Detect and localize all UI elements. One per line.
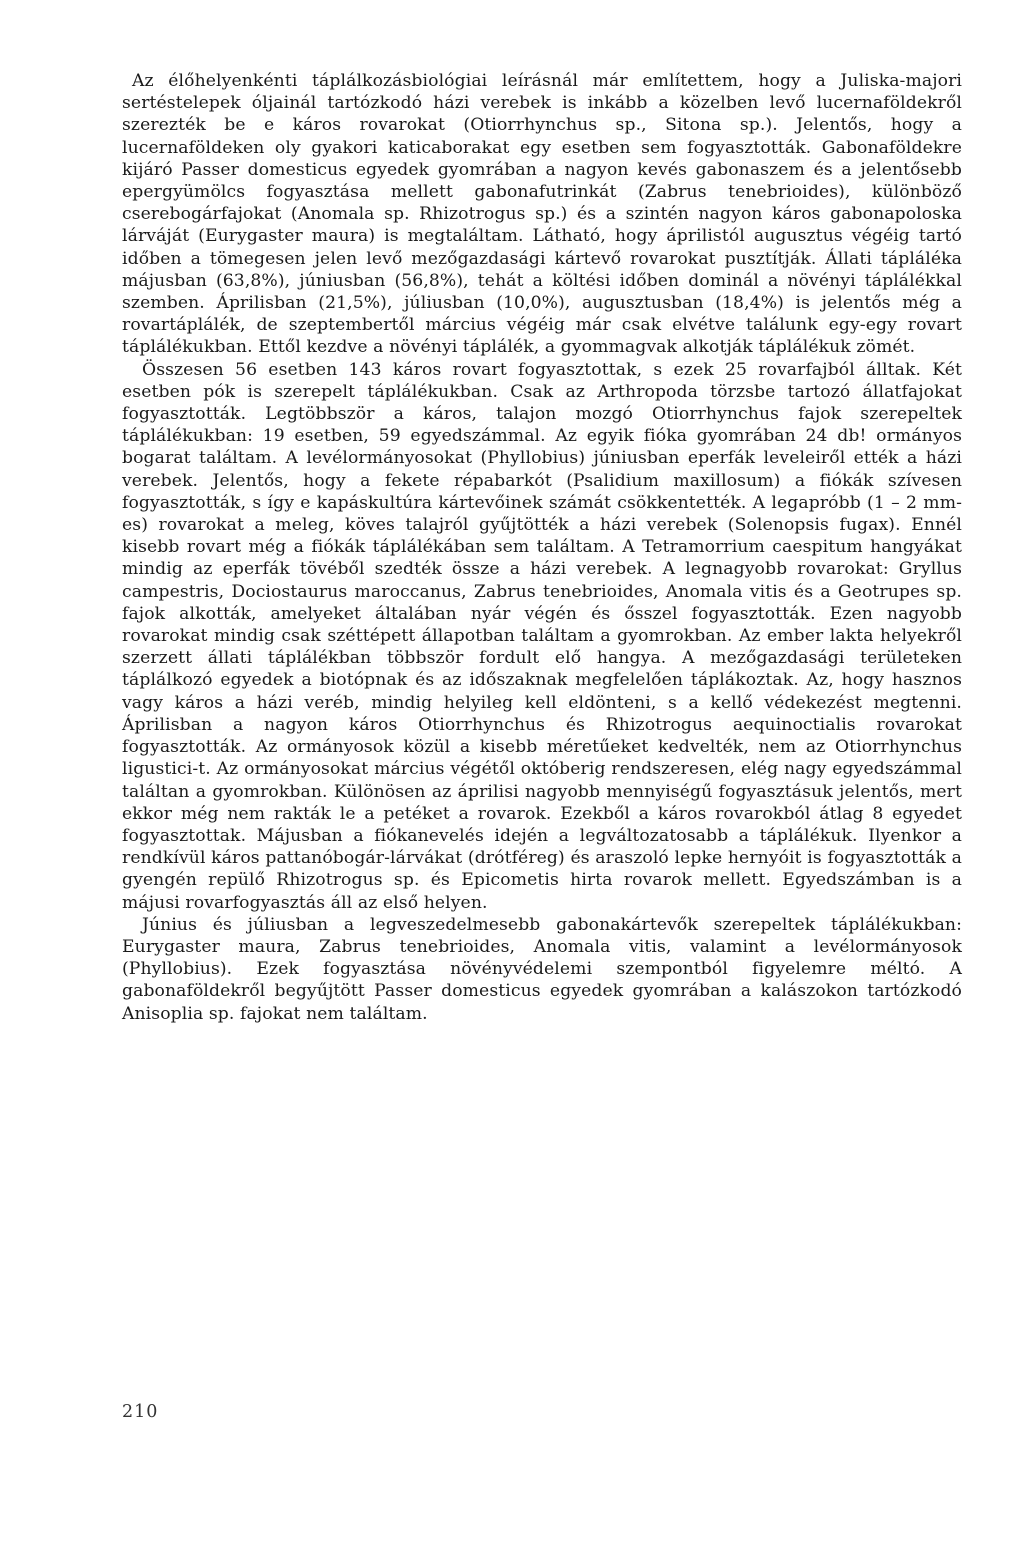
paragraph-2: Összesen 56 esetben 143 káros rovart fogyasztottak, s ezek 25 rovarfajból álltak. Két esetben pók is szerepelt táplálékukban. Csak az Arthropoda törzsbe tartozó állatfajokat fogyasztották. Legtöbbször a káros, talajon mozgó Otiorrhynchus fajok szerepeltek táplálékukban: 19 esetben, 59 egyedszámmal. Az egyik fióka gyomrában 24 db! ormányos bogarat találtam. A levélormányosokat (Phyllobius) júniusban eperfák leveleiről ették a házi verebek. Jelentős, hogy a fekete répabarkót (Psalidium maxillosum) a fiókák szívesen fogyasztották, s így e kapáskultúra kártevőinek számát csökkentették. A legapróbb (1 – 2 mm-es) rovarokat a meleg, köves talajról gyűjtötték a házi verebek (Solenopsis fugax). Ennél kisebb rovart még a fiókák táplálékában sem találtam. A Tetramorrium caespitum hangyákat mindig az eperfák tövéből szedték össze a házi verebek. A legnagyobb rovarokat: Gryllus campestris, Dociostaurus maroccanus, Zabrus tenebrioides, Anomala vitis és a Geotrupes sp. fajok alkották, amelyeket általában nyár végén és ősszel fogyasztották. Ezen nagyobb rovarokat mindig csak széttépett állapotban találtam a gyomrokban. Az ember lakta helyekről szerzett állati táplálékban többször fordult elő hangya. A mezőgazdasági területeken táplálkozó egyedek a biotópnak és az időszaknak megfelelően táplákoztak. Az, hogy hasznos vagy káros a házi veréb, mindig helyileg kell eldönteni, s a kellő védekezést megtenni. Áprilisban a nagyon káros Otiorrhynchus és Rhizotrogus aequinoctialis rovarokat fogyasztották. Az ormányosok közül a kisebb méretűeket kedvelték, nem az Otiorrhynchus ligustici-t. Az ormányosokat március végétől októberig rendszeresen, elég nagy egyedszámmal találtan a gyomrokban. Különösen az áprilisi nagyobb mennyiségű fogyasztásuk jelentős, mert ekkor még nem rakták le a petéket a rovarok. Ezekből a káros rovarokból átlag 8 egyedet fogyasztottak. Májusban a fiókanevelés idején a legváltozatosabb a táplálékuk. Ilyenkor a rendkívül káros pattanóbogár-lárvákat (drótféreg) és araszoló lepke hernyóit is fogyasztották a gyengén repülő Rhizotrogus sp. és Epicometis hirta rovarok mellett. Egyedszámban is a májusi rovarfogyasztás áll az első helyen. <box>122 359 962 913</box>
page-body <box>122 70 962 1025</box>
page-number: 210 <box>122 1402 159 1422</box>
paragraph-3: Június és júliusban a legveszedelmesebb gabonakártevők szerepeltek táplálékukban: Eurygaster maura, Zabrus tenebrioides, Anomala vitis, valamint a levélormányosok (Phyllobius). Ezek fogyasztása növényvédelemi szempontból figyelemre méltó. A gabonaföldekről begyűjtött Passer domesticus egyedek gyomrában a kalászokon tartózkodó Anisoplia sp. fajokat nem találtam. <box>122 914 962 1024</box>
paragraph-1: Az élőhelyenkénti táplálkozásbiológiai leírásnál már említettem, hogy a Juliska-majori sertéstelepek óljainál tartózkodó házi verebek is inkább a közelben levő lucernaföldekről szerezték be e káros rovarokat (Otiorrhynchus sp., Sitona sp.). Jelentős, hogy a lucernaföldeken oly gyakori katicaborakat egy esetben sem fogyasztották. Gabonaföldekre kijáró Passer domesticus egyedek gyomrában a nagyon kevés gabonaszem és a jelentősebb epergyümölcs fogyasztása mellett gabonafutrinkát (Zabrus tenebrioides), különböző cserebogárfajokat (Anomala sp. Rhizotrogus sp.) és a szintén nagyon káros gabonapoloska lárváját (Eurygaster maura) is megtaláltam. Látható, hogy áprilistól augusztus végéig tartó időben a tömegesen jelen levő mezőgazdasági kártevő rovarokat pusztítják. Állati tápláléka májusban (63,8%), júniusban (56,8%), tehát a költési időben dominál a növényi táplálékkal szemben. Áprilisban (21,5%), júliusban (10,0%), augusztusban (18,4%) is jelentős még a rovartáplálék, de szeptembertől március végéig már csak elvétve találunk egy-egy rovart táplálékukban. Ettől kezdve a növényi táplálék, a gyommagvak alkotják táplálékuk zömét. <box>122 71 962 358</box>
